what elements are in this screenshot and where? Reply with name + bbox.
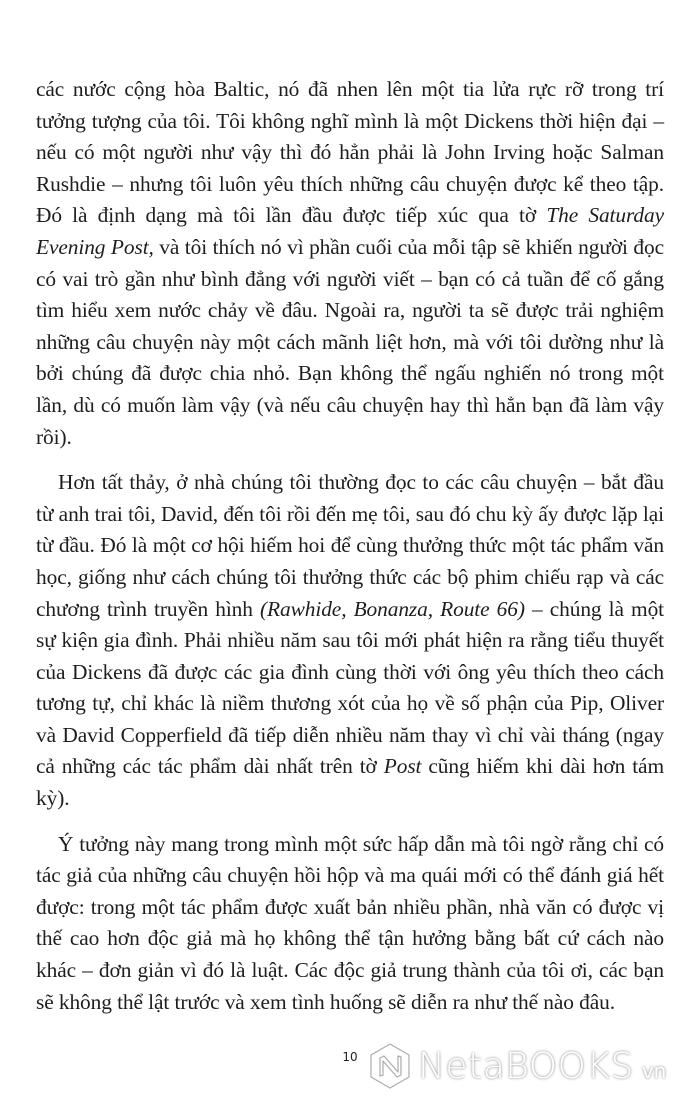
paragraph-1-text-a: các nước cộng hòa Baltic, nó đã nhen lên một tia lửa rực rỡ trong trí tưởng tượng của tôi. Tôi không nghĩ mình là một Dickens thời hiện đại – nếu có một người như vậy thì đó hẳn phải là John Irving hoặc Salman Rushdie – nhưng tôi luôn yêu thích những câu chuyện được kể theo tập. Đó là định dạng mà tôi lần đầu được tiếp xúc qua tờ (36, 77, 664, 228)
netabooks-logo-icon (368, 1042, 412, 1090)
paragraph-3 (36, 829, 664, 1019)
paragraph-2-text-b: – chúng là một sự kiện gia đình. Phải nhiều năm sau tôi mới phát hiện ra rằng tiểu thuyết của Dickens đã được các gia đình cùng thời với ông yêu thích theo cách tương tự, chỉ khác là niềm thương xót của họ về số phận của Pip, Oliver và David Copperfield đã tiếp diễn nhiều năm thay vì chỉ vài tháng (ngay cả những các tác phẩm dài nhất trên tờ (36, 596, 665, 779)
watermark (368, 1042, 666, 1090)
page-body (36, 74, 664, 1018)
paragraph-2-text-c: cũng hiếm khi dài hơn tám kỳ). (36, 754, 664, 811)
paragraph-2-italic-shows: (Rawhide, Bonanza, Route 66) (260, 596, 525, 621)
page-number: 10 (342, 1050, 358, 1064)
paragraph-2-italic-post: Post (383, 754, 422, 779)
paragraph-1-text-b: và tôi thích nó vì phần cuối của mỗi tập sẽ khiến người đọc có vai trò gần như bình đẳng với người viết – bạn có cả tuần để cố gắng tìm hiểu xem nước chảy về đâu. Ngoài ra, người ta sẽ được trải nghiệm những câu chuyện này một cách mãnh liệt hơn, mà với tôi dường như là bởi chúng đã được chia nhỏ. Bạn không thể ngấu nghiến nó trong một lần, dù có muốn làm vậy (và nếu câu chuyện hay thì hẳn bạn đã làm vậy rồi). (36, 234, 664, 449)
watermark-suffix: vn (641, 1059, 667, 1083)
paragraph-1-italic-title: The Saturday Evening Post, (36, 203, 664, 259)
paragraph-2-text-a: Hơn tất thảy, ở nhà chúng tôi thường đọc to các câu chuyện – bắt đầu từ anh trai tôi, David, đến tôi rồi đến mẹ tôi, sau đó chu kỳ ấy được lặp lại từ đầu. Đó là một cơ hội hiếm hoi để cùng thưởng thức một tác phẩm văn học, giống như cách chúng tôi thưởng thức các bộ phim chiếu rạp và các chương trình truyền hình (36, 470, 664, 621)
watermark-brand: NetaBOOKS (418, 1045, 634, 1087)
paragraph-3-text: Ý tưởng này mang trong mình một sức hấp dẫn mà tôi ngờ rằng chỉ có tác giả của những câu chuyện hồi hộp và ma quái mới có thể đánh giá hết được: trong một tác phẩm được xuất bản nhiều phần, nhà văn có được vị thế cao hơn độc giả mà họ không thể tận hưởng bằng bất cứ cách nào khác – đơn giản vì đó là luật. Các độc giả trung thành của tôi ơi, các bạn sẽ không thể lật trước và xem tình huống sẽ diễn ra như thế nào đâu. (36, 831, 664, 1014)
paragraph-2 (36, 467, 664, 815)
paragraph-1 (36, 74, 664, 453)
